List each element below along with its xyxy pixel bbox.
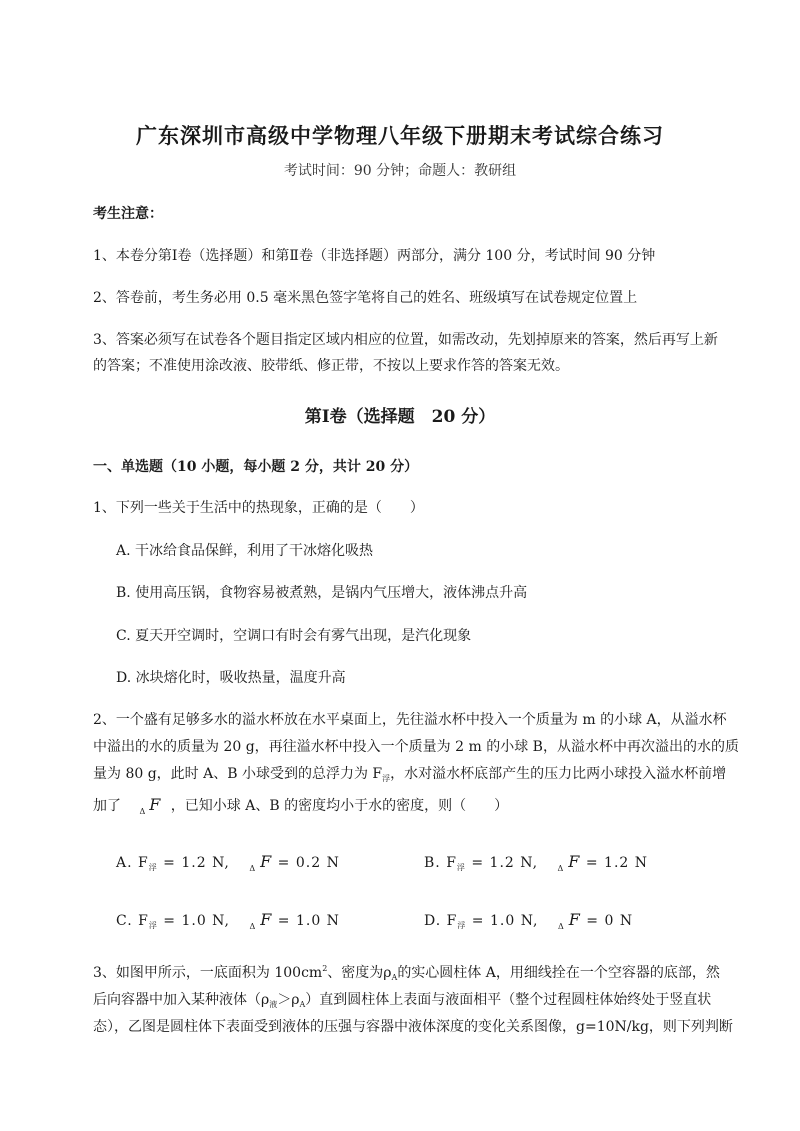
q3-a-subscript: A [299,1000,306,1009]
q1-option-a: A. 干冰给食品保鲜，利用了干冰熔化吸热 [116,543,374,559]
q2-line-4 [93,795,508,816]
q2-line-1: 2、一个盛有足够多水的溢水杯放在水平桌面上，先往溢水杯中投入一个质量为 m 的小球 A，从溢水杯 [93,712,727,728]
q2-force-symbol: F [149,795,161,814]
q1-stem: 1、下列一些关于生活中的热现象，正确的是（ ） [93,500,424,516]
q2-option-a-delta: Δ [249,864,257,873]
notice-item-2: 2、答卷前，考生务必用 0.5 毫米黑色签字笔将自己的姓名、班级填写在试卷规定位置上 [93,290,638,306]
q2-option-b-label: B. F [424,855,457,871]
q3-liquid-subscript: 液 [269,1000,278,1009]
q2-buoyancy-subscript: 浮 [382,774,391,783]
q2-option-c [116,910,340,931]
q3-line-2-text-c: ）直到圆柱体上表面与液面相平（整个过程圆柱体始终处于竖直状 [305,992,712,1008]
q2-option-a-val2: = 0.2 N [272,855,340,871]
q1-option-c: C. 夏天开空调时，空调口有时会有雾气出现，是汽化现象 [116,628,472,644]
exam-subtitle: 考试时间：90 分钟；命题人：教研组 [283,163,517,179]
q3-line-2 [93,989,711,1010]
q3-density-subscript: A [391,973,398,982]
q2-option-d-sub: 浮 [457,921,467,930]
q3-line-2-text-b: ＞ρ [277,992,300,1008]
q2-option-c-F: F [260,910,273,929]
q2-line-4-text-b: ，已知小球 A、B 的密度均小于水的密度，则（ ） [170,798,509,814]
q1-option-b: B. 使用高压锅，食物容易被煮熟，是锅内气压增大，液体沸点升高 [116,585,528,601]
q3-line-1 [93,962,720,982]
notice-heading: 考生注意： [93,206,163,222]
notice-item-1: 1、本卷分第Ⅰ卷（选择题）和第Ⅱ卷（非选择题）两部分，满分 100 分，考试时间 90 分钟 [93,248,656,264]
q3-line-3: 态），乙图是圆柱体下表面受到液体的压强与容器中液体深度的变化关系图像，g=10N/kg，则下列判断 [93,1019,733,1035]
q3-line-1-text-b: 、密度为ρ [327,965,392,981]
q2-option-a-F: F [260,852,273,871]
q1-option-d: D. 冰块熔化时，吸收热量，温度升高 [116,670,346,686]
q2-option-d-F: F [568,910,581,929]
q2-option-b-delta: Δ [557,864,565,873]
q2-line-3-text-a: 量为 80 g，此时 A、B 小球受到的总浮力为 F [93,766,383,782]
part-heading: 一、单选题（10 小题，每小题 2 分，共计 20 分） [93,459,419,475]
q2-option-b-val2: = 1.2 N [580,855,649,871]
q2-option-c-val1: = 1.0 N, [157,913,230,929]
q3-line-2-text-a: 后向容器中加入某种液体（ρ [93,992,270,1008]
q2-option-b-val1: = 1.2 N, [465,855,539,871]
q2-option-a [116,852,340,873]
q3-line-1-text-a: 3、如图甲所示，一底面积为 100cm [93,965,323,981]
q2-option-c-val2: = 1.0 N [272,913,340,929]
q2-option-a-label: A. F [116,855,149,871]
q2-option-d-val2: = 0 N [580,913,634,929]
q3-line-1-text-c: 的实心圆柱体 A，用细线拴在一个空容器的底部，然 [397,965,720,981]
q2-option-d-delta: Δ [557,922,565,931]
q2-option-d-val1: = 1.0 N, [466,913,539,929]
q2-line-3 [93,763,726,784]
q2-option-c-delta: Δ [249,922,257,931]
q2-option-b-F: F [568,852,581,871]
q2-line-3-text-b: ，水对溢水杯底部产生的压力比两小球投入溢水杯前增 [390,766,727,782]
q2-option-b [424,852,648,873]
q2-option-d-label: D. F [424,913,458,929]
q2-option-c-sub: 浮 [148,921,158,930]
q2-delta-symbol: Δ [139,807,146,816]
q2-line-2: 中溢出的水的质量为 20 g，再往溢水杯中投入一个质量为 2 m 的小球 B，从溢水杯中再次溢出的水的质 [93,739,739,755]
q2-option-c-label: C. F [116,913,149,929]
notice-item-3: 3、答案必须写在试卷各个题目指定区域内相应的位置，如需改动，先划掉原来的答案，然后再写上新 [93,332,718,348]
q2-option-a-sub: 浮 [148,863,158,872]
section-title: 第Ⅰ卷（选择题 20 分） [304,407,496,427]
q2-line-4-text-a: 加了 [93,798,121,814]
q2-option-d [424,910,633,931]
exam-title: 广东深圳市高级中学物理八年级下册期末考试综合练习 [136,123,664,148]
q3-area-superscript: 2 [322,964,328,973]
q2-option-b-sub: 浮 [456,863,466,872]
q2-option-a-val1: = 1.2 N, [157,855,230,871]
notice-item-3-cont: 的答案；不准使用涂改液、胶带纸、修正带，不按以上要求作答的答案无效。 [93,358,569,374]
